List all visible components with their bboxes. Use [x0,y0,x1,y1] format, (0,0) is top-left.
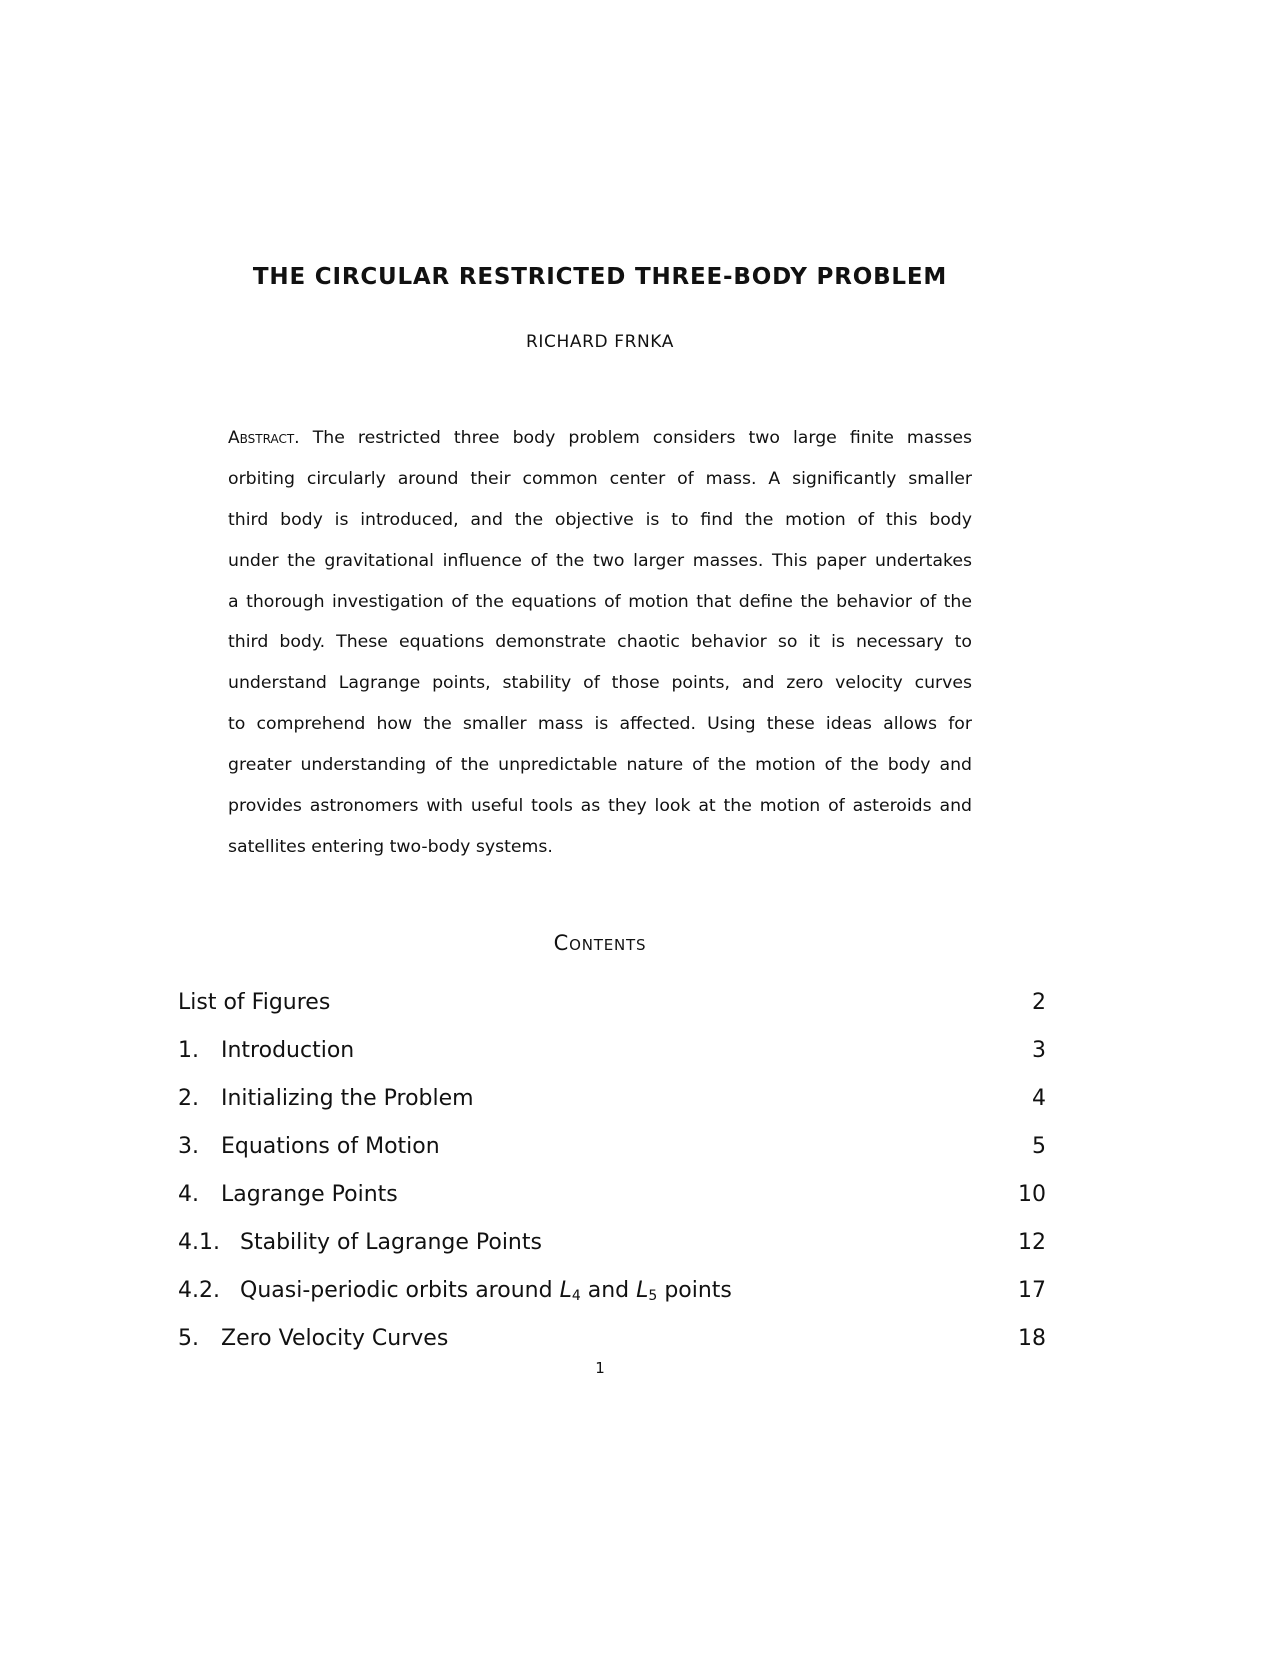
paper-title: THE CIRCULAR RESTRICTED THREE-BODY PROBLEM [252,264,948,290]
toc-entry-page: 18 [1018,1326,1046,1351]
toc-entry-page: 3 [1032,1038,1046,1063]
abstract-line: greater understanding of the unpredictable nature of the motion of the body and [228,755,972,776]
toc-entry-quasi-periodic-orbits[interactable] [178,1276,1046,1324]
toc-label-prefix: Quasi-periodic orbits around [240,1278,560,1303]
toc-entry-number: 5. [178,1326,199,1351]
toc-entry-number: 4.1. [178,1230,220,1255]
toc-entry-page: 2 [1032,990,1046,1015]
toc-entry-stability-of-lagrange-points[interactable] [178,1228,1046,1276]
math-subscript: 5 [648,1288,658,1304]
abstract-label: Abstract [228,428,295,448]
paper-author: RICHARD FRNKA [525,332,674,352]
toc-entry-number: 1. [178,1038,199,1063]
toc-entry-label [240,1276,732,1311]
toc-entry-page: 10 [1018,1182,1046,1207]
math-variable-l: L [636,1278,649,1303]
toc-entry-initializing-the-problem[interactable] [178,1084,1046,1132]
toc-entry-number: 4.2. [178,1278,220,1303]
math-subscript: 4 [571,1288,581,1304]
abstract-line: orbiting circularly around their common center of mass. A significantly smaller [228,468,972,489]
toc-entry-lagrange-points[interactable] [178,1180,1046,1228]
toc-entry-number: 4. [178,1182,199,1207]
toc-entry-label: Stability of Lagrange Points [240,1230,542,1255]
table-of-contents [178,988,1046,1372]
toc-entry-number: 3. [178,1134,199,1159]
toc-entry-label: Lagrange Points [221,1182,398,1207]
abstract-line [228,418,972,459]
abstract-line: under the gravitational influence of the two larger masses. This paper undertakes [228,550,972,571]
toc-entry-label: Introduction [221,1038,355,1063]
toc-entry-equations-of-motion[interactable] [178,1132,1046,1180]
abstract-line: satellites entering two-body systems. [228,836,553,857]
toc-entry-label: List of Figures [178,990,331,1015]
toc-label-suffix: points [657,1278,732,1303]
toc-entry-label: Initializing the Problem [221,1086,474,1111]
toc-entry-page: 17 [1018,1278,1046,1303]
math-variable-l: L [559,1278,572,1303]
page-number: 1 [595,1359,605,1377]
abstract-line: understand Lagrange points, stability of those points, and zero velocity curves [228,673,972,694]
abstract-line: third body is introduced, and the objective is to find the motion of this body [228,509,972,530]
toc-entry-list-of-figures[interactable] [178,988,1046,1036]
toc-entry-page: 12 [1018,1230,1046,1255]
toc-entry-label: Equations of Motion [221,1134,440,1159]
toc-entry-label: Zero Velocity Curves [221,1326,449,1351]
abstract-line: a thorough investigation of the equations of motion that define the behavior of the [228,591,972,612]
abstract [228,418,972,868]
abstract-line: third body. These equations demonstrate chaotic behavior so it is necessary to [228,632,972,653]
toc-entry-number: 2. [178,1086,199,1111]
toc-label-middle: and [580,1278,637,1303]
abstract-text: . The restricted three body problem considers two large finite masses [294,428,972,448]
toc-entry-page: 5 [1032,1134,1046,1159]
toc-entry-introduction[interactable] [178,1036,1046,1084]
contents-heading: Contents [553,931,647,955]
toc-entry-page: 4 [1032,1086,1046,1111]
abstract-line: provides astronomers with useful tools as they look at the motion of asteroids and [228,796,972,817]
abstract-line: to comprehend how the smaller mass is affected. Using these ideas allows for [228,714,972,735]
